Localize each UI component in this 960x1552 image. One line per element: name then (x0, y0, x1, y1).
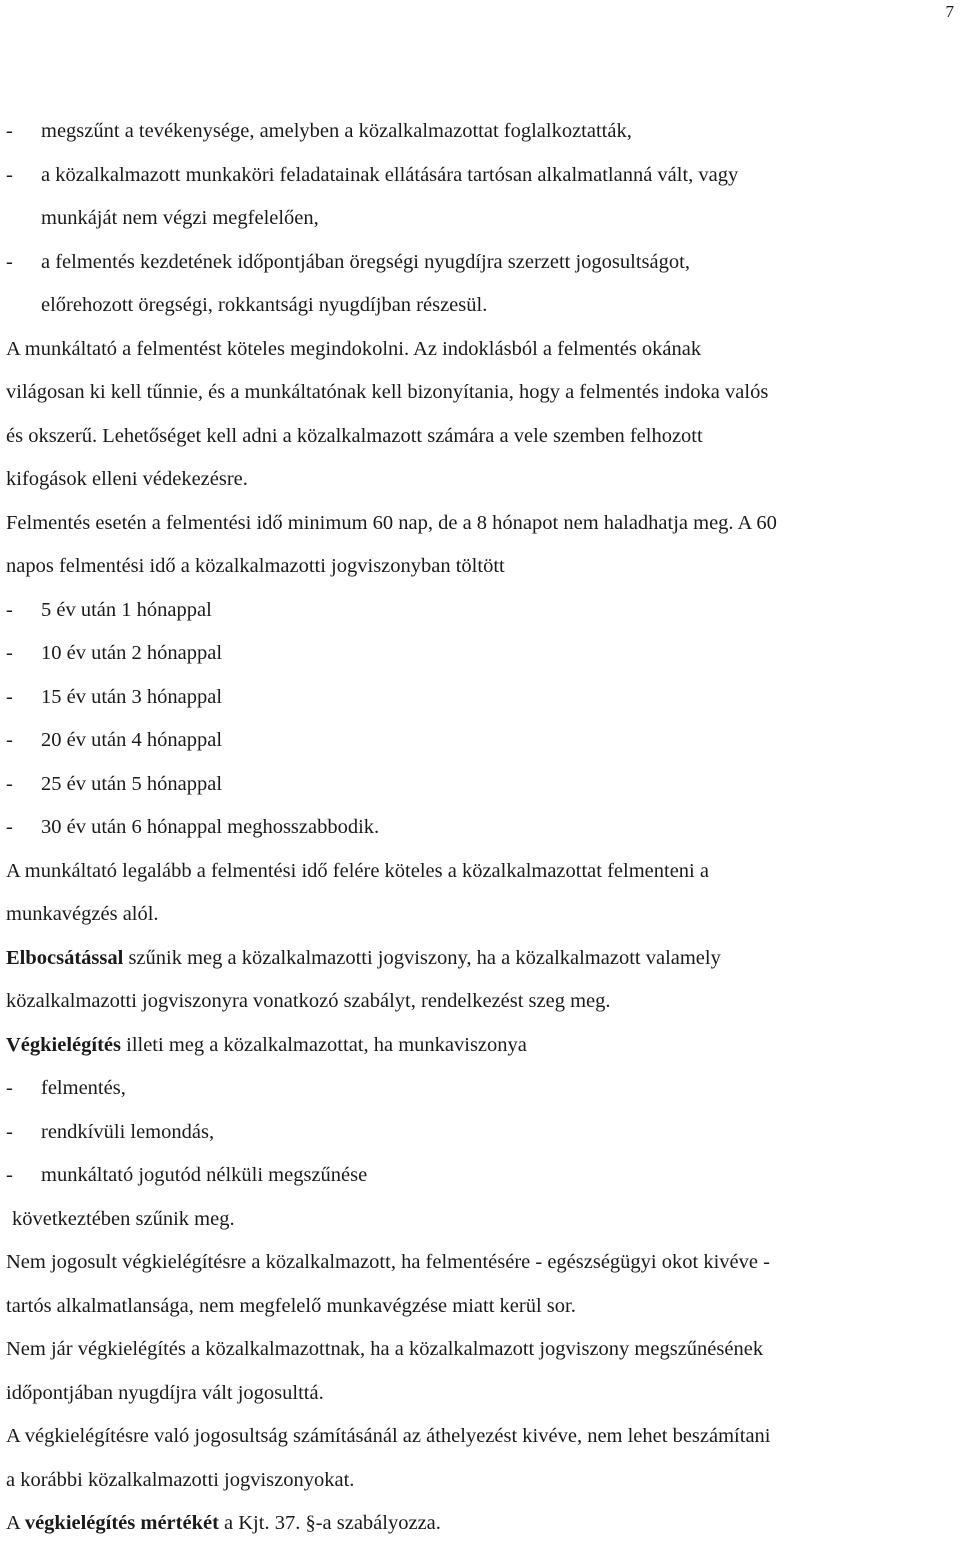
paragraph-line: Nem jogosult végkielégítésre a közalkalmazott, ha felmentésére - egészségügyi okot kivéve - (6, 1251, 770, 1273)
list-item: - 10 év után 2 hónappal (6, 638, 951, 682)
bullet-dash: - (6, 1164, 13, 1186)
paragraph-line: következtében szűnik meg. (12, 1207, 235, 1230)
list-item: - munkáltató jogutód nélküli megszűnése (6, 1160, 951, 1204)
bullet-dash: - (6, 250, 13, 273)
paragraph-line: A munkáltató legalább a felmentési idő felére köteles a közalkalmazottat felmenteni a (6, 859, 709, 882)
paragraph-line: Felmentés esetén a felmentési idő minimum 60 nap, de a 8 hónapot nem haladhatja meg. A 60 (6, 511, 777, 534)
paragraph-line: közalkalmazotti jogviszonyra vonatkozó szabályt, rendelkezést szeg meg. (6, 990, 611, 1012)
paragraph-line: A munkáltató a felmentést köteles megindokolni. Az indoklásból a felmentés okának (6, 337, 702, 360)
page-number: 7 (945, 2, 954, 21)
list-item: - 15 év után 3 hónappal (6, 682, 951, 726)
paragraph-line: munkavégzés alól. (6, 903, 159, 925)
paragraph-line: napos felmentési idő a közalkalmazotti jogviszonyban töltött (6, 555, 505, 577)
bullet-dash: - (6, 685, 13, 708)
list-item: - 20 év után 4 hónappal (6, 725, 951, 769)
paragraph-line: A végkielégítés mértékét a Kjt. 37. §-a szabályozza. (6, 1512, 441, 1534)
list-item: - a közalkalmazott munkaköri feladatainak ellátására tartósan alkalmatlanná vált, vagy (6, 160, 951, 204)
bullet-dash: - (6, 1077, 13, 1099)
list-item: - megszűnt a tevékenysége, amelyben a közalkalmazottat foglalkoztatták, (6, 116, 951, 160)
list-item: - 5 év után 1 hónappal (6, 595, 951, 639)
list-item-continuation: munkáját nem végzi megfelelően, (41, 207, 319, 229)
paragraph-line: tartós alkalmatlansága, nem megfelelő munkavégzése miatt kerül sor. (6, 1294, 576, 1317)
list-item: - felmentés, (6, 1073, 951, 1117)
paragraph-line: Nem jár végkielégítés a közalkalmazottnak, ha a közalkalmazott jogviszony megszűnésének (6, 1338, 764, 1360)
list-item: - 25 év után 5 hónappal (6, 769, 951, 813)
paragraph-line: A végkielégítésre való jogosultság számításánál az áthelyezést kivéve, nem lehet beszámítani (6, 1425, 771, 1447)
bold-term: Elbocsátással (6, 946, 124, 969)
paragraph-line: Végkielégítés illeti meg a közalkalmazottat, ha munkaviszonya (6, 1033, 527, 1056)
bullet-dash: - (6, 642, 13, 664)
bullet-dash: - (6, 598, 13, 621)
paragraph-line: Elbocsátással szűnik meg a közalkalmazotti jogviszony, ha a közalkalmazott valamely (6, 946, 721, 969)
list-item-continuation: előrehozott öregségi, rokkantsági nyugdíjban részesül. (41, 294, 488, 316)
paragraph-line: világosan ki kell tűnnie, és a munkáltatónak kell bizonyítania, hogy a felmentés indoka valós (6, 381, 769, 403)
bullet-dash: - (6, 120, 13, 142)
list-item: - 30 év után 6 hónappal meghosszabbodik. (6, 812, 951, 856)
list-item: - a felmentés kezdetének időpontjában öregségi nyugdíjra szerzett jogosultságot, (6, 247, 951, 291)
bold-term: Végkielégítés (6, 1033, 121, 1056)
paragraph-line: kifogások elleni védekezésre. (6, 468, 248, 490)
list-item: - rendkívüli lemondás, (6, 1117, 951, 1161)
bullet-dash: - (6, 163, 13, 186)
bullet-dash: - (6, 1120, 13, 1143)
bullet-dash: - (6, 772, 13, 795)
paragraph-line: időpontjában nyugdíjra vált jogosulttá. (6, 1381, 324, 1404)
paragraph-line: a korábbi közalkalmazotti jogviszonyokat. (6, 1468, 355, 1491)
document-body (6, 116, 951, 1552)
paragraph-line: és okszerű. Lehetőséget kell adni a közalkalmazott számára a vele szemben felhozott (6, 424, 703, 447)
bullet-dash: - (6, 729, 13, 751)
bold-term: végkielégítés mértékét (24, 1512, 219, 1534)
bullet-dash: - (6, 816, 13, 838)
